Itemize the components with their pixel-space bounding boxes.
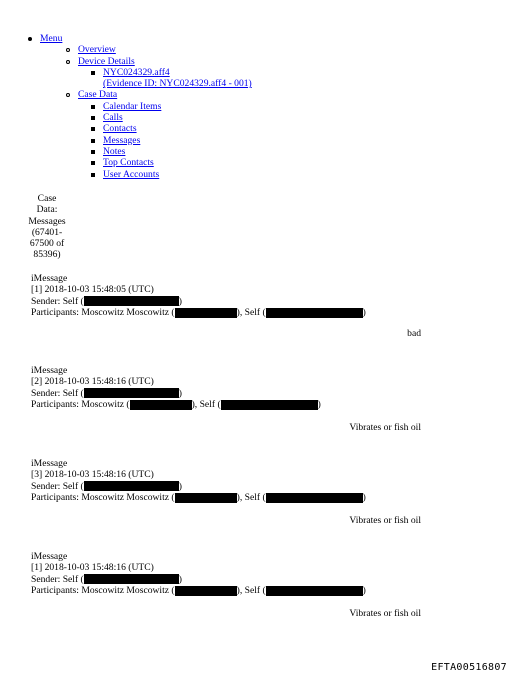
redaction-block — [84, 388, 179, 398]
case-data-link[interactable]: Case Data — [78, 89, 118, 101]
sender-line — [31, 296, 421, 307]
menu-item-user-accounts — [103, 169, 252, 180]
calendar-items-link[interactable]: Calendar Items — [103, 100, 162, 112]
menu-item-case-data — [78, 89, 252, 179]
close-paren: ) — [178, 295, 182, 307]
evidence-id: (Evidence ID: NYC024329.aff4 - 001) — [103, 78, 252, 90]
message-type: iMessage — [31, 365, 68, 376]
top-contacts-link[interactable]: Top Contacts — [103, 157, 154, 169]
notes-link[interactable]: Notes — [103, 145, 126, 157]
sender-line — [31, 481, 421, 492]
message-entry — [31, 551, 421, 619]
document-id: EFTA00516807 — [431, 662, 507, 673]
case-data-sublist — [103, 101, 252, 180]
redaction-block — [221, 400, 318, 410]
sender-line — [31, 574, 421, 585]
participants-line — [31, 399, 421, 410]
participants-label: Participants: Moscowitz Moscowitz ( — [31, 491, 175, 503]
sender-label: Sender: Self ( — [31, 480, 84, 492]
self-label: ), Self ( — [236, 491, 266, 503]
device-file-name: NYC024329.aff4 — [103, 66, 170, 78]
close-paren: ) — [362, 584, 366, 596]
sender-line — [31, 388, 421, 399]
sender-label: Sender: Self ( — [31, 573, 84, 585]
menu-item-notes — [103, 146, 252, 157]
contacts-link[interactable]: Contacts — [103, 123, 137, 135]
message-body: Vibrates or fish oil — [349, 515, 421, 526]
menu-sublist — [78, 44, 252, 180]
overview-link[interactable]: Overview — [78, 44, 116, 56]
participants-line — [31, 492, 421, 503]
menu-item-top-contacts — [103, 157, 252, 168]
navigation-menu — [40, 33, 252, 180]
menu-root — [40, 33, 252, 180]
calls-link[interactable]: Calls — [103, 112, 123, 124]
message-body: Vibrates or fish oil — [349, 422, 421, 433]
menu-link[interactable]: Menu — [40, 33, 63, 44]
participants-label: Participants: Moscowitz Moscowitz ( — [31, 584, 175, 596]
device-sublist — [103, 67, 252, 90]
user-accounts-link[interactable]: User Accounts — [103, 168, 160, 180]
participants-line — [31, 585, 421, 596]
message-header: [1] 2018-10-03 15:48:16 (UTC) — [31, 562, 154, 574]
close-paren: ) — [178, 387, 182, 399]
case-data-title: Case Data: Messages (67401- 67500 of 85396) — [28, 193, 66, 261]
menu-item-overview — [78, 44, 252, 55]
redaction-block — [266, 308, 363, 318]
self-label: ), Self ( — [191, 398, 221, 410]
message-body: Vibrates or fish oil — [349, 608, 421, 619]
self-label: ), Self ( — [236, 584, 266, 596]
redaction-block — [175, 493, 237, 503]
close-paren: ) — [178, 480, 182, 492]
message-header: [2] 2018-10-03 15:48:16 (UTC) — [31, 376, 154, 388]
redaction-block — [266, 586, 363, 596]
participants-line — [31, 307, 421, 318]
close-paren: ) — [362, 306, 366, 318]
redaction-block — [130, 400, 192, 410]
messages-link[interactable]: Messages — [103, 134, 141, 146]
menu-item-device-file — [103, 67, 252, 90]
redaction-block — [175, 586, 237, 596]
message-entry — [31, 458, 421, 526]
menu-item-device-details — [78, 56, 252, 90]
menu-item-calls — [103, 112, 252, 123]
close-paren: ) — [362, 491, 366, 503]
message-entry — [31, 273, 421, 339]
message-body: bad — [407, 328, 421, 339]
redaction-block — [266, 493, 363, 503]
menu-item-contacts — [103, 123, 252, 134]
device-file-link[interactable] — [103, 67, 252, 89]
message-entry — [31, 365, 421, 433]
menu-item-messages — [103, 135, 252, 146]
self-label: ), Self ( — [236, 306, 266, 318]
message-type: iMessage — [31, 273, 68, 284]
sender-label: Sender: Self ( — [31, 295, 84, 307]
redaction-block — [84, 481, 179, 491]
participants-label: Participants: Moscowitz ( — [31, 398, 130, 410]
sender-label: Sender: Self ( — [31, 387, 84, 399]
redaction-block — [84, 296, 179, 306]
message-header: [3] 2018-10-03 15:48:16 (UTC) — [31, 469, 154, 481]
device-details-link[interactable]: Device Details — [78, 55, 135, 67]
redaction-block — [175, 308, 237, 318]
message-header: [1] 2018-10-03 15:48:05 (UTC) — [31, 284, 154, 296]
close-paren: ) — [178, 573, 182, 585]
redaction-block — [84, 574, 179, 584]
message-type: iMessage — [31, 551, 68, 562]
participants-label: Participants: Moscowitz Moscowitz ( — [31, 306, 175, 318]
menu-item-calendar-items — [103, 101, 252, 112]
close-paren: ) — [317, 398, 321, 410]
message-type: iMessage — [31, 458, 68, 469]
